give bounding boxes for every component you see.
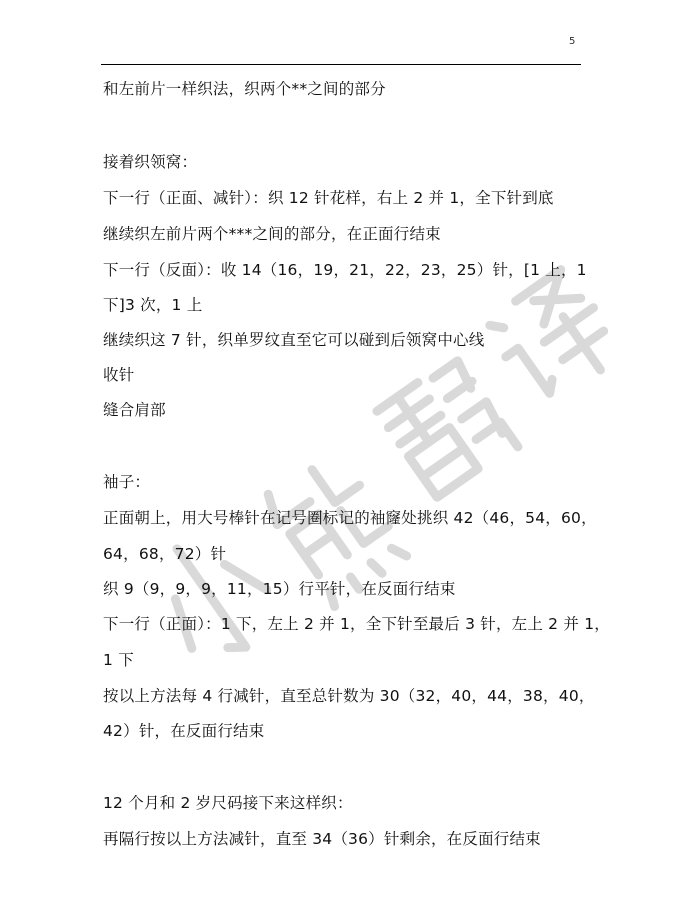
paragraph-14: 按以上方法每 4 行减针，直至总针数为 30（32，40，44，38，40， [103,687,595,705]
paragraph-4: 下一行（反面）：收 14（16，19，21，22，23，25）针，[1 上，1 [103,261,587,279]
paragraph-8: 缝合肩部 [103,401,166,419]
paragraph-7: 收针 [103,366,135,384]
watermark-char-3 [377,357,518,502]
paragraph-6: 继续织这 7 针，织单罗纹直至它可以碰到后领窝中心线 [103,331,485,349]
paragraph-12: 下一行（正面）：1 下，左上 2 并 1，全下针至最后 3 针，左上 2 并 1， [103,615,610,633]
section-heading-sleeves: 袖子： [103,473,151,491]
paragraph-10: 64，68，72）针 [103,545,227,563]
watermark-char-4 [483,267,625,410]
paragraph-13: 1 下 [103,651,134,669]
section-heading-neckline: 接着织领窝： [103,153,198,171]
paragraph-1: 和左前片一样织法，织两个**之间的部分 [103,80,386,98]
paragraph-2: 下一行（正面、减针）：织 12 针花样，右上 2 并 1，全下针到底 [103,189,554,207]
section-heading-sizes: 12 个月和 2 岁尺码接下来这样织： [103,794,353,812]
paragraph-16: 再隔行按以上方法减针，直至 34（36）针剩余，在反面行结束 [103,830,541,848]
paragraph-5: 下]3 次，1 上 [103,296,203,314]
paragraph-11: 织 9（9，9，9，11，15）行平针，在反面行结束 [103,580,456,598]
header-rule [101,64,581,65]
paragraph-9: 正面朝上，用大号棒针在记号圈标记的袖窿处挑织 42（46，54，60， [103,509,597,527]
page-number: 5 [569,36,576,47]
paragraph-3: 继续织左前片两个***之间的部分，在正面行结束 [103,225,441,243]
paragraph-15: 42）针，在反面行结束 [103,722,265,740]
